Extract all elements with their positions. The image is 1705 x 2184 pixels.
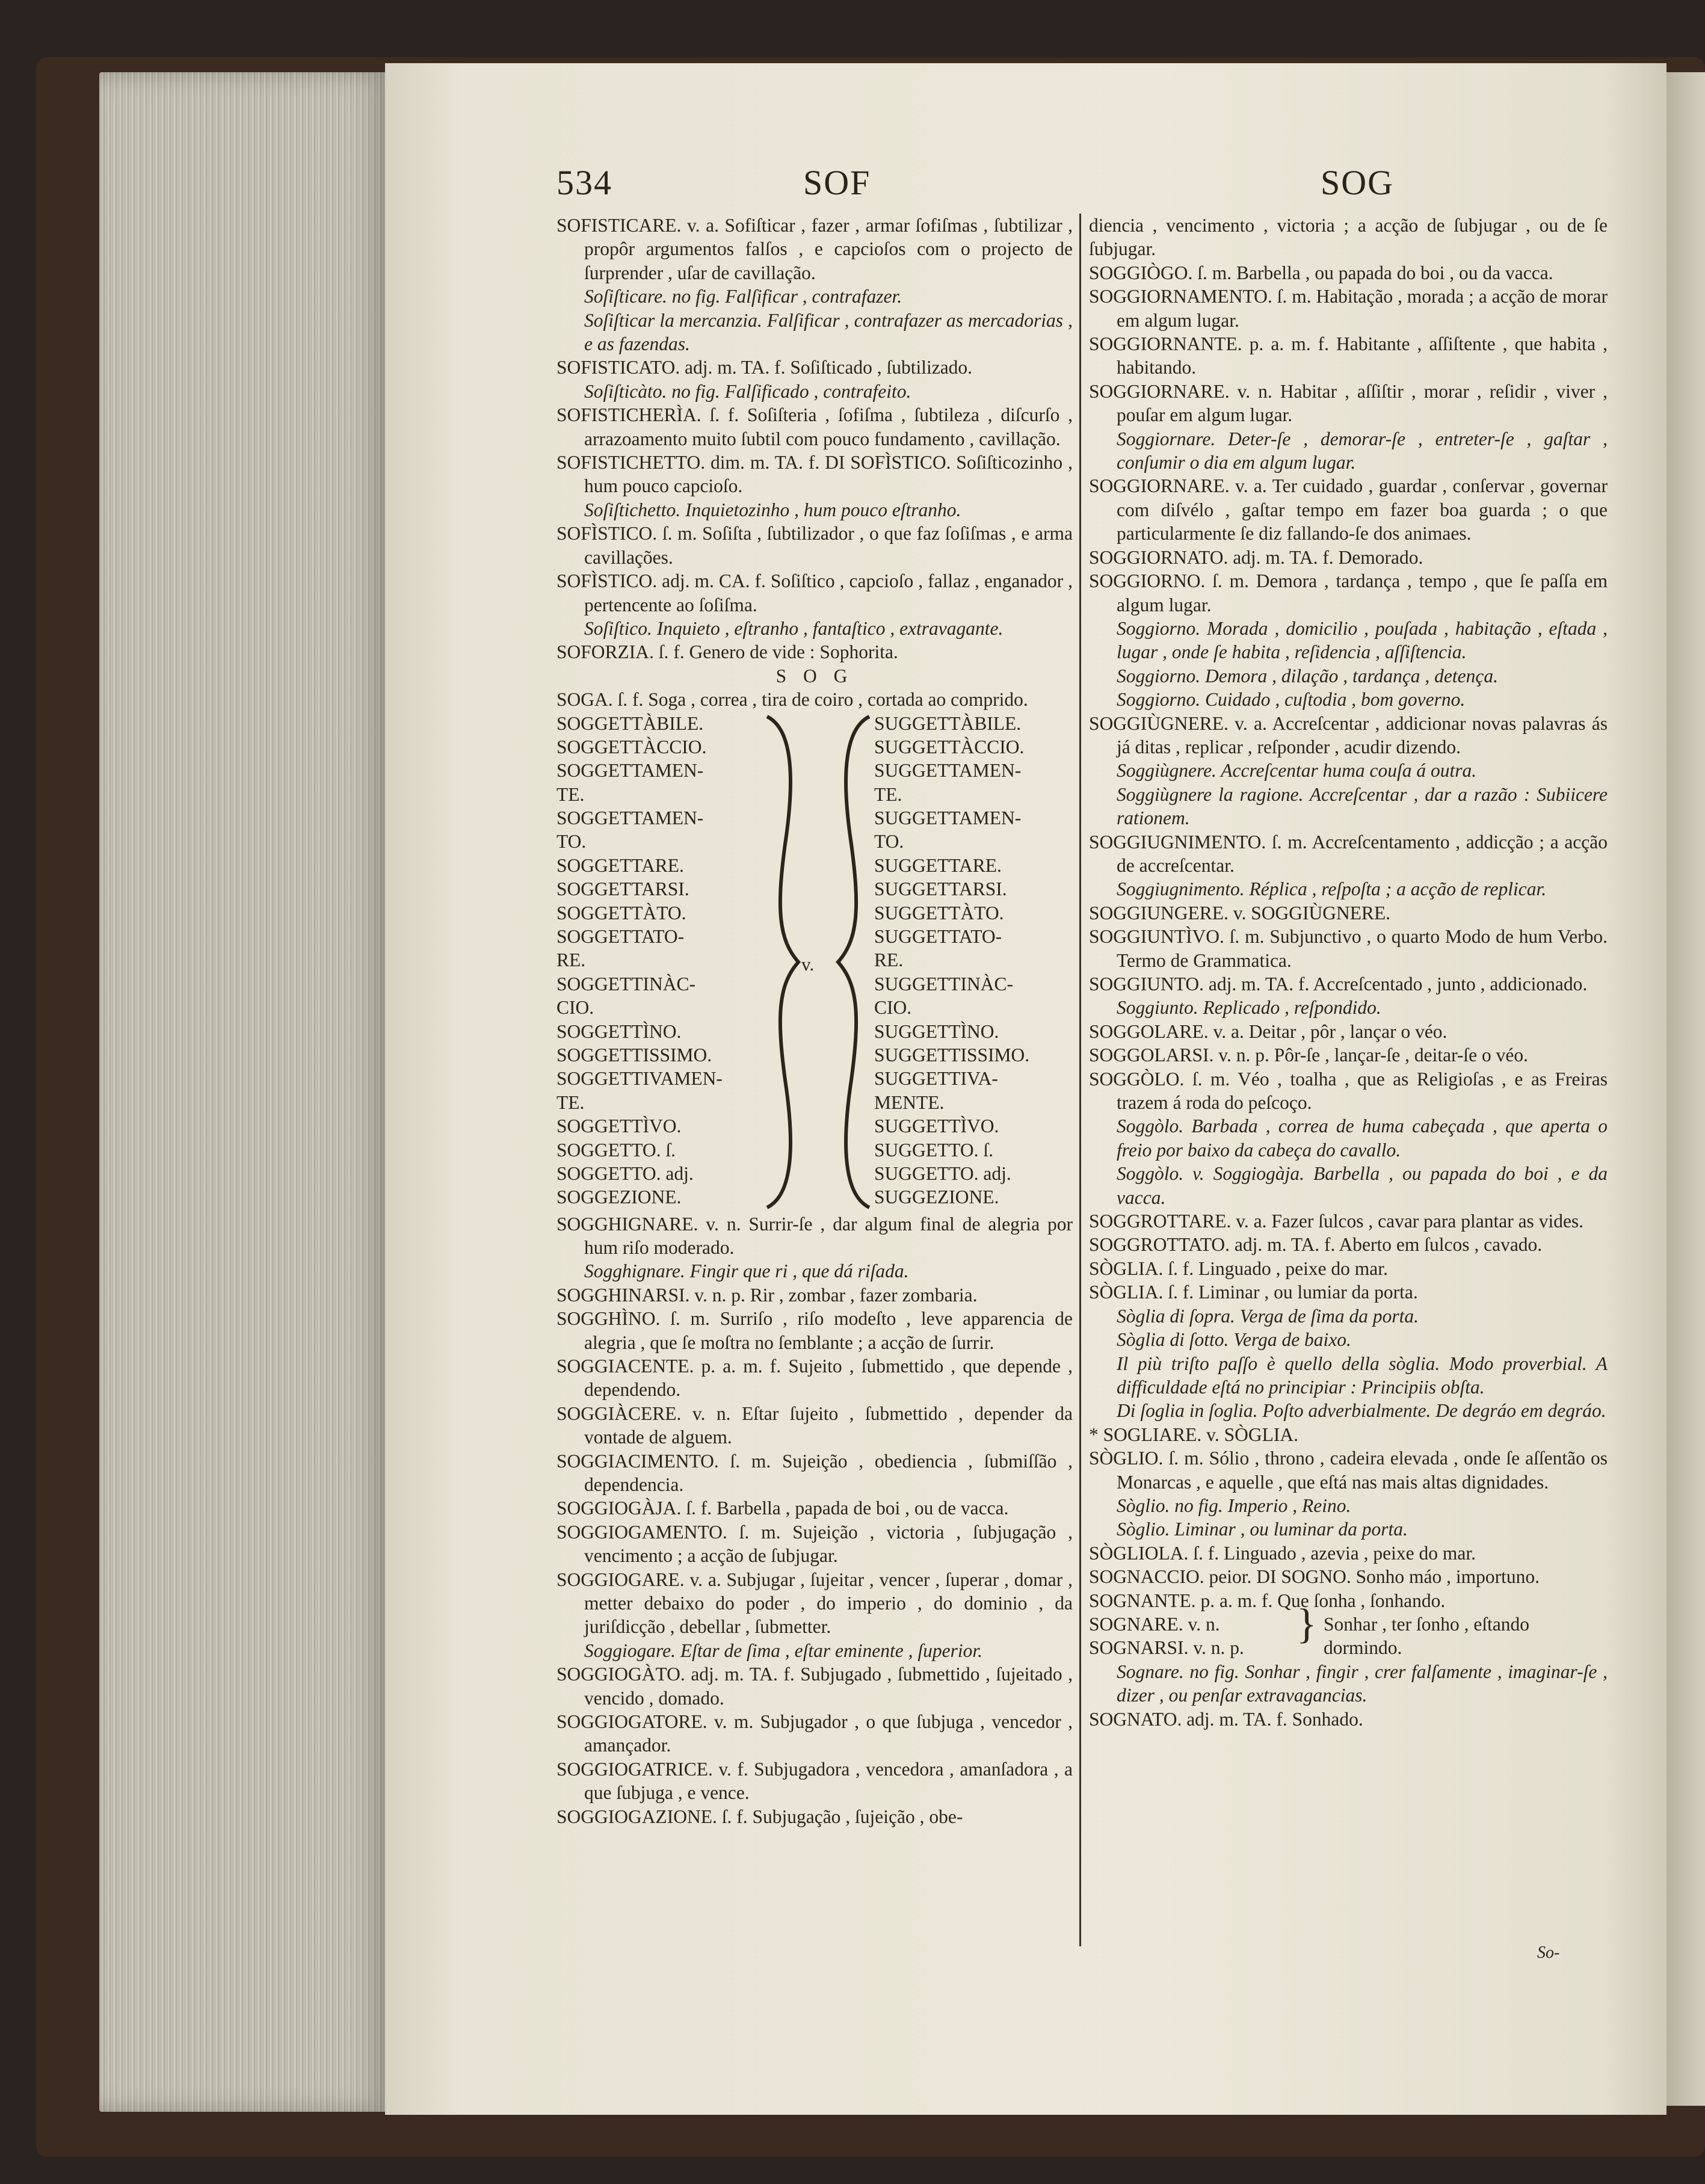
dictionary-entry: SOGGIÙGNERE. v. a. Accreſcentar , addicionar novas palavras ás já ditas , replicar , reſponder , acudir dizendo. — [1089, 712, 1608, 757]
cross-reference-term: SUGGETTAMEN- — [874, 807, 1022, 829]
double-brace — [761, 712, 875, 1212]
sub-entry: Soggiunto. Replicado , reſpondido. — [1117, 997, 1381, 1019]
right-entries-b — [1089, 1660, 1608, 1731]
left-entries-top — [557, 214, 1073, 664]
cross-reference-term: SOGGETTO. adj. — [557, 1162, 694, 1184]
right-column — [1089, 214, 1608, 1731]
cross-reference-term: SUGGETTÀBILE. — [874, 712, 1022, 734]
sub-entry: Soggiùgnere. Accreſcentar huma couſa á outra. — [1117, 760, 1477, 782]
cross-reference-term: SOGGEZIONE. — [557, 1186, 682, 1208]
cross-reference-term: SUGGETTATO- — [874, 926, 1002, 948]
cross-reference-term: SUGGETTIVA- — [874, 1068, 998, 1090]
dictionary-entry: SOGGÒLO. ſ. m. Véo , toalha , que as Religioſas , e as Freiras trazem á roda do peſcoço. — [1089, 1068, 1608, 1114]
cross-reference-term: RE. — [874, 949, 904, 971]
entry-sognarsi-definition: dormindo. — [1324, 1636, 1402, 1658]
cross-reference-term: SOGGETTÌNO. — [557, 1020, 682, 1042]
cross-reference-term: TO. — [874, 831, 904, 853]
facing-page-edge — [1666, 72, 1705, 2106]
cross-reference-term: SOGGETTINÀC- — [557, 973, 695, 995]
dictionary-entry: SÒGLIOLA. ſ. f. Linguado , azevia , peixe do mar. — [1089, 1542, 1476, 1564]
dictionary-entry: SOGGIUNTÌVO. ſ. m. Subjunctivo , o quarto Modo de hum Verbo. Termo de Grammatica. — [1089, 926, 1608, 971]
dictionary-entry: SOFISTICHETTO. dim. m. TA. f. DI SOFÌSTICO. Soſiſticozinho , hum pouco capcioſo. — [557, 452, 1073, 497]
dictionary-entry: SOGNANTE. p. a. m. f. Que ſonha , ſonhando. — [1089, 1590, 1446, 1611]
left-column — [557, 214, 1073, 1828]
cross-reference-term: SOGGETTÌVO. — [557, 1115, 682, 1137]
running-head-right: SOG — [1321, 163, 1395, 202]
cross-reference-term: SUGGETTARSI. — [874, 878, 1007, 900]
dictionary-entry: SOGGIÒGO. ſ. m. Barbella , ou papada do boi , ou da vacca. — [1089, 262, 1553, 283]
dictionary-entry: SOGGIORNATO. adj. m. TA. f. Demorado. — [1089, 546, 1423, 568]
dictionary-entry: SOGGIORNO. ſ. m. Demora , tardança , tempo , que ſe paſſa em algum lugar. — [1089, 570, 1608, 615]
dictionary-entry: SOGGIORNARE. v. n. Habitar , aſſiſtir , morar , reſidir , viver , pouſar em algum lugar. — [1089, 380, 1608, 426]
sub-entry: Sognare. no fig. Sonhar , fingir , crer falſamente , imaginar-ſe , dizer , ou penſar extravagancias. — [1117, 1661, 1608, 1706]
cross-reference-term: SOGGETTÀCCIO. — [557, 736, 707, 757]
cross-reference-term: SUGGETTO. adj. — [874, 1162, 1011, 1184]
dictionary-entry: SOGGHÌNO. ſ. m. Surriſo , riſo modeſto , leve apparencia de alegria , que ſe moſtra no ſemblante ; a acção de ſurrir. — [557, 1308, 1073, 1353]
dictionary-entry: SOGGOLARE. v. a. Deitar , pôr , lançar o véo. — [1089, 1020, 1448, 1042]
cross-reference-term: TE. — [557, 1091, 585, 1113]
sub-entry: Soggiorno. Morada , domicilio , pouſada , habitação , eſtada , lugar , onde ſe habita , reſidencia , aſſiſtencia. — [1117, 617, 1608, 663]
entry-sognare-definition: Sonhar , ter ſonho , eſtando — [1324, 1613, 1530, 1635]
dictionary-entry: SOGGIOGAMENTO. ſ. m. Sujeição , victoria , ſubjugação , vencimento ; a acção de ſubjugar. — [557, 1521, 1073, 1567]
cross-reference-term: SOGGETTAMEN- — [557, 807, 704, 829]
section-heading: S O G — [775, 665, 854, 686]
dictionary-entry: SOGGOLARSI. v. n. p. Pôr-ſe , lançar-ſe , deitar-ſe o véo. — [1089, 1044, 1529, 1066]
dictionary-entry: SÒGLIA. ſ. f. Liminar , ou lumiar da porta. — [1089, 1282, 1418, 1303]
cross-reference-term: SUGGETTÀTO. — [874, 902, 1004, 924]
sub-entry: Soſiſtichetto. Inquietozinho , hum pouco eſtranho. — [584, 499, 961, 520]
dictionary-entry: diencia , vencimento , victoria ; a acção de ſubjugar , ou de ſe ſubjugar. — [1089, 215, 1608, 260]
dictionary-entry: SOGGIÀCERE. v. n. Eſtar ſujeito , ſubmettido , depender da vontade de alguem. — [557, 1402, 1073, 1448]
dictionary-entry: SOGGIACIMENTO. ſ. m. Sujeição , obediencia , ſubmiſſão , dependencia. — [557, 1450, 1073, 1495]
dictionary-entry: SOGGROTTARE. v. a. Fazer ſulcos , cavar para plantar as vides. — [1089, 1211, 1584, 1232]
dictionary-entry: SOGGIOGATRICE. v. f. Subjugadora , vencedora , amanſadora , a que ſubjuga , e vence. — [557, 1758, 1073, 1804]
dictionary-entry: SOGNATO. adj. m. TA. f. Sonhado. — [1089, 1708, 1363, 1730]
cross-reference-term: SOGGETTISSIMO. — [557, 1044, 712, 1066]
bracket-right-list — [874, 712, 1079, 1209]
dictionary-entry: SOGGIACENTE. p. a. m. f. Sujeito , ſubmettido , que depende , dependendo. — [557, 1355, 1073, 1401]
cross-reference-term: SOGGETTIVAMEN- — [557, 1068, 723, 1090]
dictionary-entry: SOGGIORNANTE. p. a. m. f. Habitante , aſſiſtente , que habita , habitando. — [1089, 333, 1608, 378]
dictionary-entry: SOGGIOGAZIONE. ſ. f. Subjugação , ſujeição , obe- — [557, 1806, 963, 1827]
entry-soga: SOGA. ſ. f. Soga , correa , tira de coiro , cortada ao comprido. — [557, 689, 1028, 711]
dictionary-entry: SOFORZIA. ſ. f. Genero de vide : Sophorita. — [557, 641, 898, 663]
cross-reference-term: MENTE. — [874, 1091, 945, 1113]
sub-entry: Soggiorno. Demora , dilação , tardança , detença. — [1117, 665, 1498, 686]
cross-reference-term: SUGGETTARE. — [874, 854, 1002, 876]
cross-reference-term: SUGGETTISSIMO. — [874, 1044, 1030, 1066]
cross-reference-term: SUGGETTÌNO. — [874, 1020, 999, 1042]
sub-entry: Sòglio. no fig. Imperio , Reino. — [1117, 1495, 1351, 1516]
sub-entry: Soſiſticare. no fig. Falſificar , contrafazer. — [584, 286, 902, 307]
sub-entry: Sòglio. Liminar , ou luminar da porta. — [1117, 1519, 1408, 1540]
dictionary-entry: SOFISTICHERÌA. ſ. f. Soſiſteria , ſofiſma , ſubtileza , diſcurſo , arrazoamento muito ſubtil com pouco fundamento , cavillação. — [557, 404, 1073, 449]
cross-reference-term: SOGGETTO. ſ. — [557, 1139, 676, 1161]
see-mark: v. — [801, 953, 815, 975]
right-entries-a — [1089, 214, 1608, 1612]
dictionary-entry: SOGGIUNTO. adj. m. TA. f. Accreſcentado , junto , addicionado. — [1089, 973, 1588, 995]
cross-reference-term: SUGGETTO. ſ. — [874, 1139, 994, 1161]
dictionary-entry: SOFÌSTICO. adj. m. CA. f. Soſiſtico , capcioſo , fallaz , enganador , pertencente ao ſoſiſma. — [557, 570, 1073, 615]
dictionary-entry: SÒGLIO. ſ. m. Sólio , throno , cadeira elevada , onde ſe aſſentão os Monarcas , e aquelle , que eſtá nas mais altas dignidades. — [1089, 1448, 1608, 1493]
cross-reference-term: SUGGETTAMEN- — [874, 760, 1022, 782]
cross-reference-term: SOGGETTÀBILE. — [557, 712, 704, 734]
dictionary-entry: SOGGIOGÀJA. ſ. f. Barbella , papada de boi , ou de vacca. — [557, 1498, 1009, 1519]
dictionary-entry: SOGGROTTATO. adj. m. TA. f. Aberto em ſulcos , cavado. — [1089, 1234, 1543, 1256]
sub-entry: Sòglia di ſopra. Verga de ſima da porta. — [1117, 1305, 1419, 1327]
dictionary-entry: SOFISTICARE. v. a. Sofiſticar , fazer , armar ſofiſmas , ſubtilizar , propôr argumentos falſos , e capcioſos com o projecto de ſurprender , uſar de cavillação. — [557, 215, 1073, 283]
dictionary-entry: SOGGIOGARE. v. a. Subjugar , ſujeitar , vencer , ſuperar , domar , metter debaixo do poder , do imperio , do dominio , da juriſdicção , debellar , ſubmetter. — [557, 1569, 1073, 1638]
dictionary-entry: * SOGLIARE. v. SÒGLIA. — [1089, 1424, 1298, 1445]
inline-brace: } — [1296, 1600, 1317, 1647]
sub-entry: Di ſoglia in ſoglia. Poſto adverbialmente. De degráo em degráo. — [1117, 1400, 1606, 1422]
sub-entry: Soggiùgnere la ragione. Accreſcentar , dar a razão : Subiicere rationem. — [1117, 783, 1608, 829]
entry-sognarsi-headword: SOGNARSI. v. n. p. — [1089, 1636, 1244, 1658]
sub-entry: Soggòlo. v. Soggiogàja. Barbella , ou papada do boi , e da vacca. — [1117, 1163, 1608, 1208]
dictionary-entry: SOGGIORNAMENTO. ſ. m. Habitação , morada ; a acção de morar em algum lugar. — [1089, 286, 1608, 331]
sub-entry: Soſiſticar la mercanzia. Falſificar , contrafazer as mercadorias , e as fazendas. — [584, 309, 1073, 355]
dictionary-entry: SOGNACCIO. peior. DI SOGNO. Sonho máo , importuno. — [1089, 1566, 1540, 1588]
cross-reference-term: SUGGEZIONE. — [874, 1186, 999, 1208]
sub-entry: Il più triſto paſſo è quello della sòglia. Modo proverbial. A difficuldade eſtá no principiar : Principiis obſta. — [1117, 1353, 1608, 1398]
column-rule — [1079, 214, 1081, 1946]
dictionary-entry: SOFÌSTICO. ſ. m. Soſiſta , ſubtilizador , o que faz ſoſiſmas , e arma cavillações. — [557, 523, 1073, 568]
dictionary-entry: SOGGIORNARE. v. a. Ter cuidado , guardar , conſervar , governar com diſvélo , gaſtar tempo em fazer boa guarda ; o que particularmente ſe diz fallando-ſe dos animaes. — [1089, 475, 1608, 544]
dictionary-entry: SOGGHINARSI. v. n. p. Rir , zombar , fazer zombaria. — [557, 1284, 978, 1306]
cross-reference-term: SOGGETTATO- — [557, 926, 685, 948]
cross-reference-term: SOGGETTÀTO. — [557, 902, 686, 924]
cross-reference-term: SOGGETTARE. — [557, 854, 684, 876]
cross-reference-term: RE. — [557, 949, 586, 971]
cross-reference-term: CIO. — [874, 997, 912, 1019]
dictionary-entry: SÒGLIA. ſ. f. Linguado , peixe do mar. — [1089, 1257, 1388, 1279]
catchword: So- — [1537, 1943, 1560, 1962]
dictionary-entry: SOFISTICATO. adj. m. TA. f. Soſiſticado , ſubtilizado. — [557, 357, 973, 378]
sub-entry: Sòglia di ſotto. Verga de baixo. — [1117, 1329, 1351, 1351]
sub-entry: Soſiſtico. Inquieto , eſtranho , fantaſtico , extravagante. — [584, 617, 1004, 639]
bracket-left-list — [557, 712, 761, 1209]
cross-reference-term: TO. — [557, 831, 587, 853]
cross-reference-term: TE. — [874, 783, 902, 805]
cross-reference-term: TE. — [557, 783, 585, 805]
sub-entry: Soggiogare. Eſtar de ſima , eſtar eminente , ſuperior. — [584, 1640, 983, 1661]
sub-entry: Sogghignare. Fingir que ri , que dá riſada. — [584, 1260, 909, 1282]
dictionary-entry: SOGGIOGATORE. v. m. Subjugador , o que ſubjuga , vencedor , amançador. — [557, 1711, 1073, 1756]
dictionary-entry: SOGGIOGÀTO. adj. m. TA. f. Subjugado , ſubmettido , ſujeitado , vencido , domado. — [557, 1664, 1073, 1709]
cross-reference-term: SUGGETTINÀC- — [874, 973, 1013, 995]
cross-reference-term: SOGGETTAMEN- — [557, 760, 704, 782]
page-edges — [99, 72, 388, 2112]
dictionary-entry: SOGGHIGNARE. v. n. Surrir-ſe , dar algum final de alegria por hum riſo moderado. — [557, 1213, 1073, 1258]
cross-reference-term: CIO. — [557, 997, 594, 1019]
sub-entry: Soggòlo. Barbada , correa de huma cabeçada , que aperta o freio por baixo da cabeça do cavallo. — [1117, 1115, 1608, 1161]
dictionary-entry: SOGGIUGNIMENTO. ſ. m. Accreſcentamento , addicção ; a acção de accreſcentar. — [1089, 831, 1608, 876]
cross-reference-block — [557, 712, 1073, 1212]
entry-sognare-headword: SOGNARE. v. n. — [1089, 1613, 1220, 1635]
cross-reference-term: SUGGETTÌVO. — [874, 1115, 999, 1137]
left-entries-bottom — [557, 1212, 1073, 1829]
sub-entry: Soggiornare. Deter-ſe , demorar-ſe , entreter-ſe , gaſtar , conſumir o dia em algum lugar. — [1117, 428, 1608, 474]
cross-reference-term: SUGGETTÀCCIO. — [874, 736, 1025, 757]
sub-entry: Soggiugnimento. Réplica , reſpoſta ; a acção de replicar. — [1117, 878, 1547, 900]
page-number: 534 — [557, 163, 612, 202]
dictionary-entry: SOGGIUNGERE. v. SOGGIÙGNERE. — [1089, 902, 1391, 924]
sub-entry: Soſiſticàto. no fig. Falſificado , contrafeito. — [584, 380, 911, 402]
running-head-left: SOF — [803, 163, 871, 202]
sub-entry: Soggiorno. Cuidado , cuſtodia , bom governo. — [1117, 689, 1466, 711]
cross-reference-term: SOGGETTARSI. — [557, 878, 689, 900]
